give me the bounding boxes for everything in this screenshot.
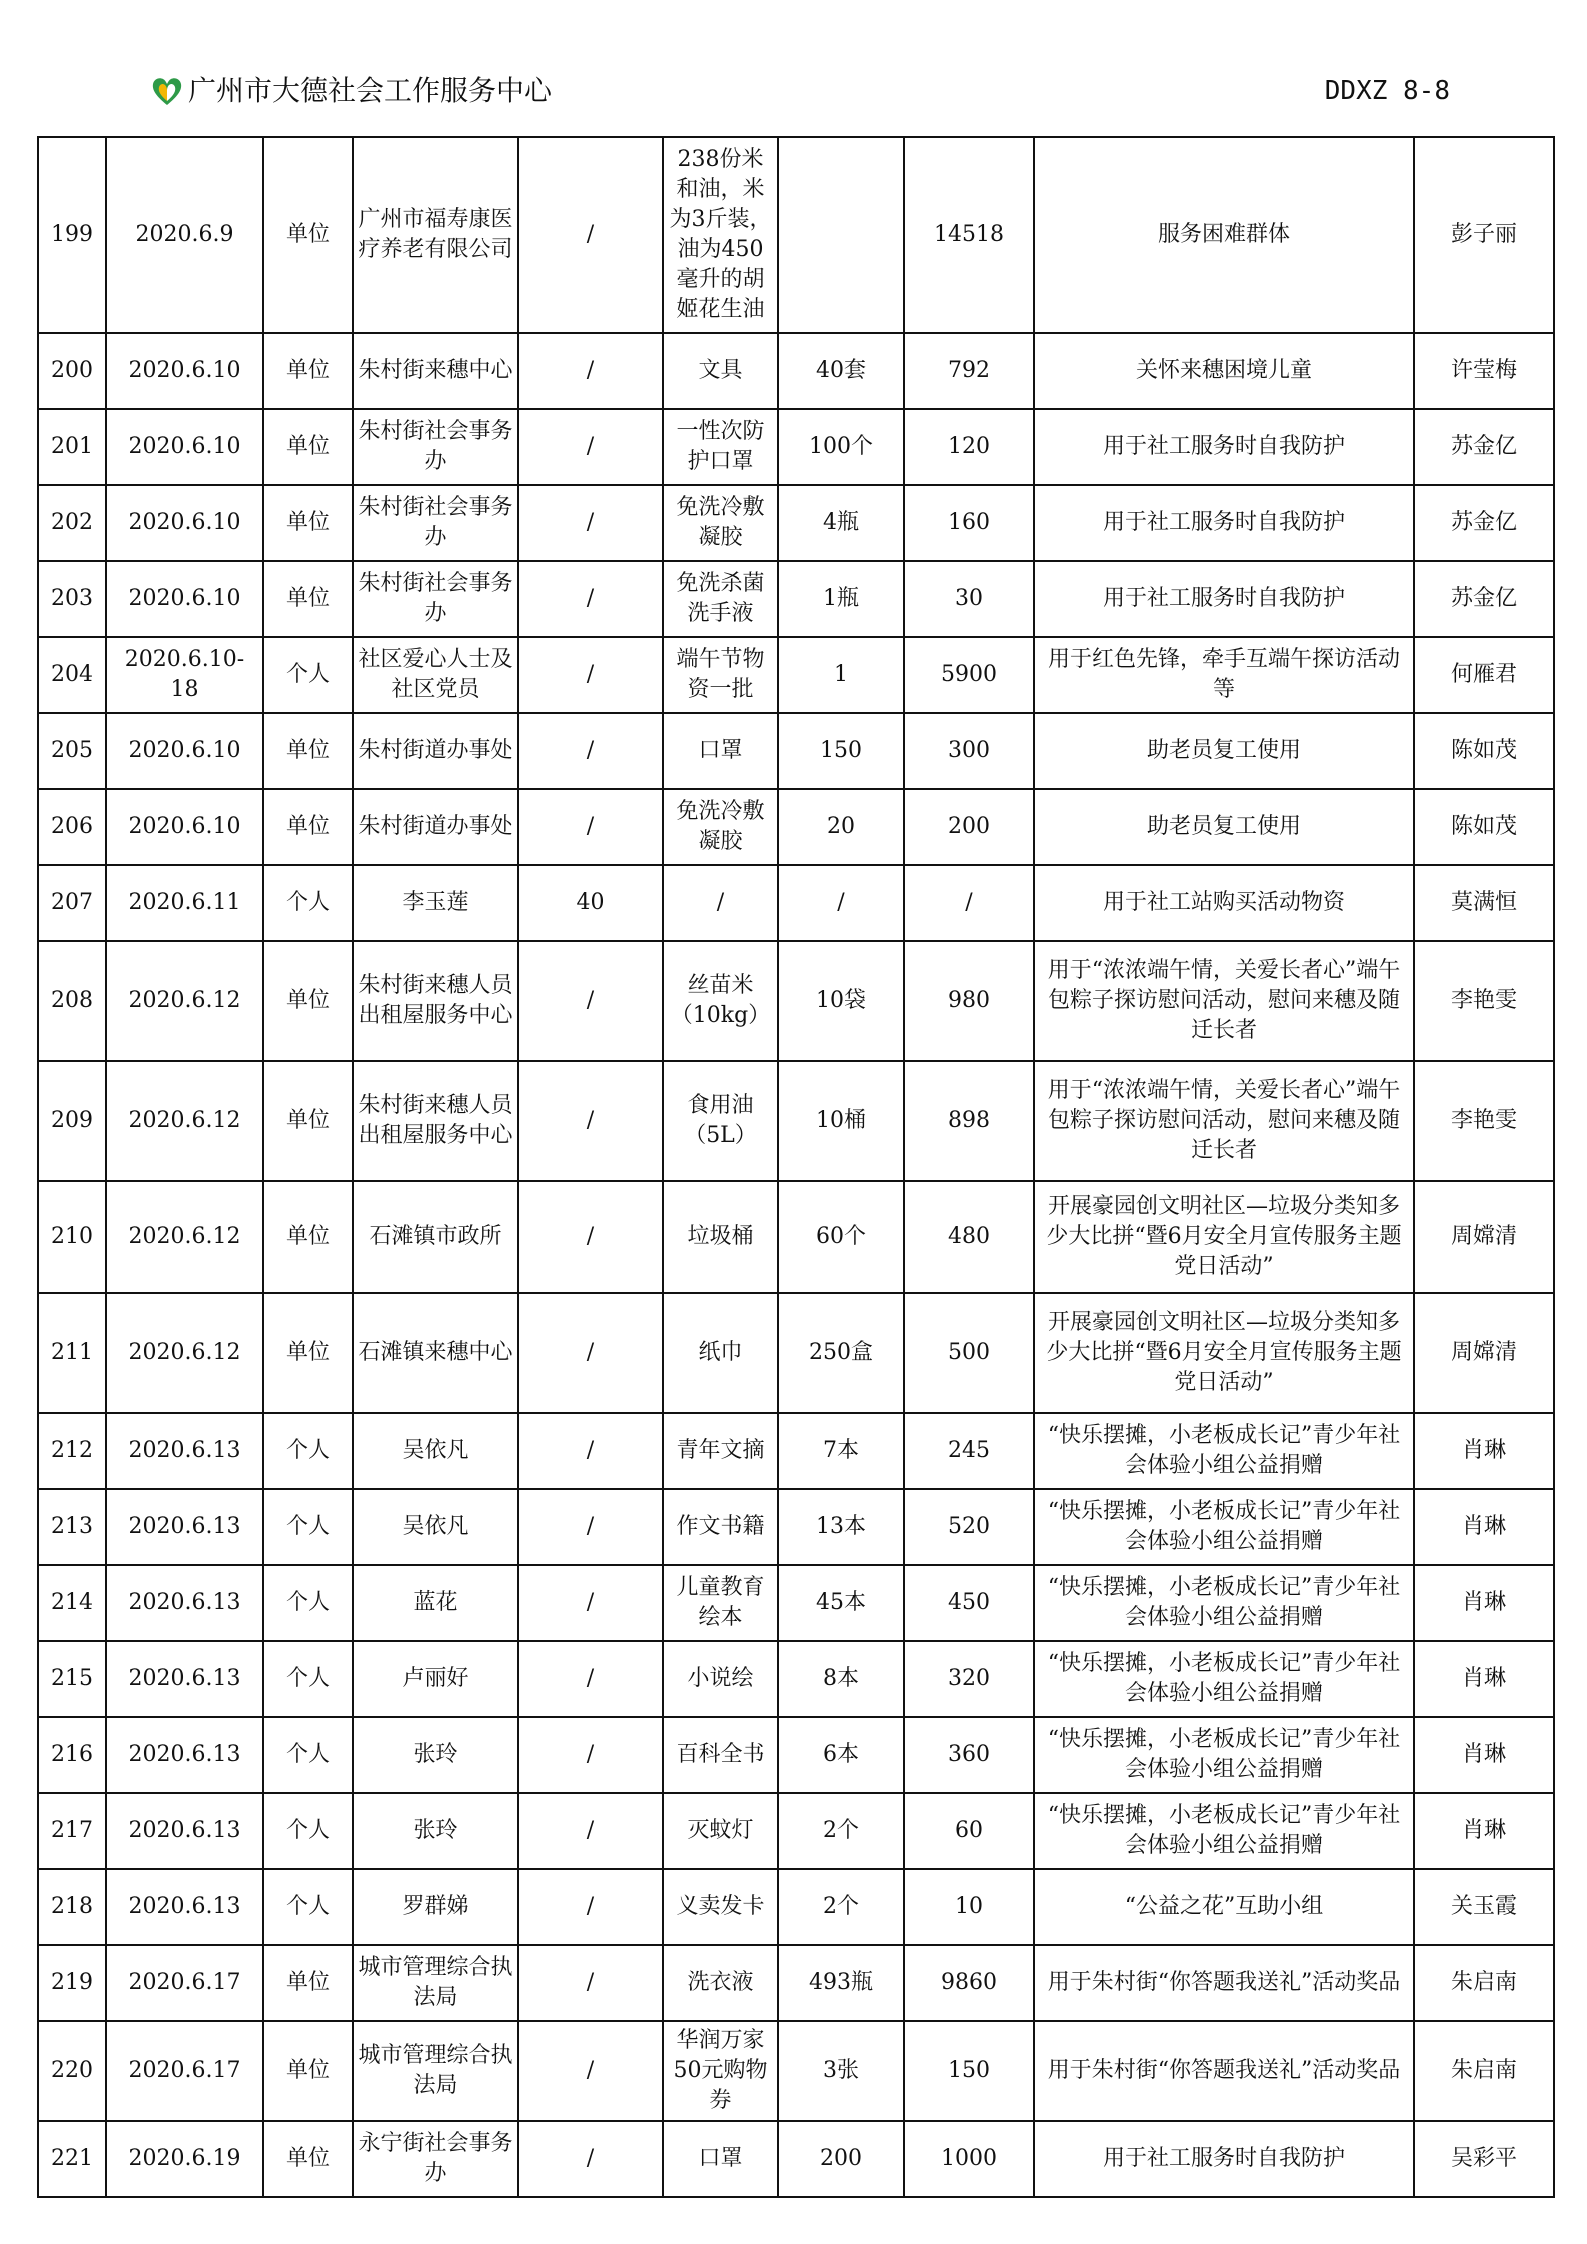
- donation-date: 2020.6.10: [106, 713, 263, 789]
- handler-name: 李艳雯: [1414, 1061, 1554, 1181]
- item-quantity: 40套: [778, 333, 904, 409]
- item-value: 1000: [904, 2121, 1034, 2197]
- donated-item: 丝苗米（10kg）: [663, 941, 778, 1061]
- item-value: 520: [904, 1489, 1034, 1565]
- donor-name: 张玲: [353, 1793, 518, 1869]
- cash-amount: /: [518, 1717, 663, 1793]
- donor-type: 个人: [263, 1489, 353, 1565]
- row-number: 215: [38, 1641, 106, 1717]
- cash-amount: /: [518, 333, 663, 409]
- table-row: [38, 1793, 1554, 1869]
- donated-item: 文具: [663, 333, 778, 409]
- row-number: 220: [38, 2021, 106, 2121]
- donation-purpose: 用于社工服务时自我防护: [1034, 485, 1414, 561]
- donor-name: 朱村街道办事处: [353, 789, 518, 865]
- donation-date: 2020.6.10: [106, 409, 263, 485]
- table-row: [38, 1413, 1554, 1489]
- donor-type: 个人: [263, 865, 353, 941]
- item-quantity: 2个: [778, 1869, 904, 1945]
- donor-name: 李玉莲: [353, 865, 518, 941]
- donor-name: 朱村街社会事务办: [353, 409, 518, 485]
- item-value: 500: [904, 1293, 1034, 1413]
- item-quantity: 250盒: [778, 1293, 904, 1413]
- handler-name: 彭子丽: [1414, 137, 1554, 333]
- item-value: 245: [904, 1413, 1034, 1489]
- cash-amount: /: [518, 485, 663, 561]
- row-number: 208: [38, 941, 106, 1061]
- cash-amount: /: [518, 941, 663, 1061]
- cash-amount: /: [518, 137, 663, 333]
- row-number: 211: [38, 1293, 106, 1413]
- donation-purpose: “公益之花”互助小组: [1034, 1869, 1414, 1945]
- item-quantity: 20: [778, 789, 904, 865]
- donated-item: 作文书籍: [663, 1489, 778, 1565]
- donor-type: 单位: [263, 137, 353, 333]
- cash-amount: /: [518, 1489, 663, 1565]
- donor-type: 个人: [263, 1641, 353, 1717]
- donated-item: 华润万家50元购物券: [663, 2021, 778, 2121]
- donation-purpose: 助老员复工使用: [1034, 789, 1414, 865]
- item-quantity: 60个: [778, 1181, 904, 1293]
- item-quantity: 493瓶: [778, 1945, 904, 2021]
- donation-date: 2020.6.13: [106, 1793, 263, 1869]
- cash-amount: /: [518, 1869, 663, 1945]
- item-value: 150: [904, 2021, 1034, 2121]
- handler-name: 陈如茂: [1414, 713, 1554, 789]
- table-row: [38, 1061, 1554, 1181]
- donation-date: 2020.6.13: [106, 1869, 263, 1945]
- donor-name: 城市管理综合执法局: [353, 1945, 518, 2021]
- donor-name: 罗群娣: [353, 1869, 518, 1945]
- donated-item: 纸巾: [663, 1293, 778, 1413]
- item-quantity: 2个: [778, 1793, 904, 1869]
- cash-amount: /: [518, 1061, 663, 1181]
- donated-item: 洗衣液: [663, 1945, 778, 2021]
- item-quantity: 200: [778, 2121, 904, 2197]
- item-quantity: 150: [778, 713, 904, 789]
- donor-type: 单位: [263, 2121, 353, 2197]
- donated-item: 青年文摘: [663, 1413, 778, 1489]
- table-row: [38, 1717, 1554, 1793]
- row-number: 201: [38, 409, 106, 485]
- donated-item: 口罩: [663, 2121, 778, 2197]
- donation-purpose: 用于朱村街“你答题我送礼”活动奖品: [1034, 1945, 1414, 2021]
- cash-amount: /: [518, 1945, 663, 2021]
- donation-date: 2020.6.12: [106, 1293, 263, 1413]
- donation-date: 2020.6.13: [106, 1413, 263, 1489]
- handler-name: 肖琳: [1414, 1565, 1554, 1641]
- donor-name: 吴依凡: [353, 1413, 518, 1489]
- item-value: 320: [904, 1641, 1034, 1717]
- donor-name: 朱村街社会事务办: [353, 561, 518, 637]
- cash-amount: /: [518, 789, 663, 865]
- cash-amount: /: [518, 1793, 663, 1869]
- cash-amount: /: [518, 2021, 663, 2121]
- handler-name: 周嫦清: [1414, 1293, 1554, 1413]
- donated-item: 垃圾桶: [663, 1181, 778, 1293]
- donor-type: 单位: [263, 1293, 353, 1413]
- donor-name: 石滩镇市政所: [353, 1181, 518, 1293]
- cash-amount: /: [518, 1413, 663, 1489]
- cash-amount: /: [518, 637, 663, 713]
- item-quantity: 7本: [778, 1413, 904, 1489]
- donor-type: 单位: [263, 1945, 353, 2021]
- donation-purpose: “快乐摆摊，小老板成长记”青少年社会体验小组公益捐赠: [1034, 1793, 1414, 1869]
- table-row: [38, 2021, 1554, 2121]
- row-number: 221: [38, 2121, 106, 2197]
- organization-name: 广州市大德社会工作服务中心: [188, 74, 553, 107]
- item-quantity: 45本: [778, 1565, 904, 1641]
- donor-name: 城市管理综合执法局: [353, 2021, 518, 2121]
- donation-purpose: 用于朱村街“你答题我送礼”活动奖品: [1034, 2021, 1414, 2121]
- row-number: 212: [38, 1413, 106, 1489]
- item-quantity: 13本: [778, 1489, 904, 1565]
- item-value: 300: [904, 713, 1034, 789]
- row-number: 204: [38, 637, 106, 713]
- row-number: 216: [38, 1717, 106, 1793]
- handler-name: 苏金亿: [1414, 561, 1554, 637]
- donor-name: 广州市福寿康医疗养老有限公司: [353, 137, 518, 333]
- donated-item: 食用油（5L）: [663, 1061, 778, 1181]
- donation-purpose: “快乐摆摊，小老板成长记”青少年社会体验小组公益捐赠: [1034, 1565, 1414, 1641]
- table-row: [38, 865, 1554, 941]
- donor-type: 单位: [263, 561, 353, 637]
- row-number: 205: [38, 713, 106, 789]
- handler-name: 肖琳: [1414, 1717, 1554, 1793]
- donation-purpose: 用于“浓浓端午情，关爱长者心”端午包粽子探访慰问活动，慰问来穗及随迁长者: [1034, 941, 1414, 1061]
- row-number: 200: [38, 333, 106, 409]
- donation-purpose: 用于红色先锋，牵手互端午探访活动等: [1034, 637, 1414, 713]
- table-row: [38, 137, 1554, 333]
- donation-date: 2020.6.13: [106, 1565, 263, 1641]
- item-value: 14518: [904, 137, 1034, 333]
- donated-item: 口罩: [663, 713, 778, 789]
- donor-type: 个人: [263, 1413, 353, 1489]
- donated-item: 238份米和油，米为3斤装，油为450毫升的胡姬花生油: [663, 137, 778, 333]
- donor-name: 朱村街来穗中心: [353, 333, 518, 409]
- donation-purpose: “快乐摆摊，小老板成长记”青少年社会体验小组公益捐赠: [1034, 1641, 1414, 1717]
- table-row: [38, 2121, 1554, 2197]
- handler-name: 吴彩平: [1414, 2121, 1554, 2197]
- donor-name: 石滩镇来穗中心: [353, 1293, 518, 1413]
- donation-date: 2020.6.9: [106, 137, 263, 333]
- donation-date: 2020.6.13: [106, 1641, 263, 1717]
- handler-name: 周嫦清: [1414, 1181, 1554, 1293]
- donation-purpose: 用于社工服务时自我防护: [1034, 2121, 1414, 2197]
- donor-type: 单位: [263, 1181, 353, 1293]
- item-quantity: /: [778, 865, 904, 941]
- donation-date: 2020.6.13: [106, 1489, 263, 1565]
- donor-type: 个人: [263, 1869, 353, 1945]
- table-row: [38, 941, 1554, 1061]
- item-value: 980: [904, 941, 1034, 1061]
- item-quantity: 6本: [778, 1717, 904, 1793]
- donor-name: 朱村街道办事处: [353, 713, 518, 789]
- handler-name: 苏金亿: [1414, 485, 1554, 561]
- donor-name: 张玲: [353, 1717, 518, 1793]
- item-value: 120: [904, 409, 1034, 485]
- donor-type: 个人: [263, 1717, 353, 1793]
- donor-type: 单位: [263, 713, 353, 789]
- table-row: [38, 1181, 1554, 1293]
- handler-name: 肖琳: [1414, 1413, 1554, 1489]
- donor-type: 个人: [263, 637, 353, 713]
- donation-purpose: 助老员复工使用: [1034, 713, 1414, 789]
- donation-date: 2020.6.12: [106, 1061, 263, 1181]
- item-value: 480: [904, 1181, 1034, 1293]
- handler-name: 许莹梅: [1414, 333, 1554, 409]
- handler-name: 陈如茂: [1414, 789, 1554, 865]
- donation-purpose: 服务困难群体: [1034, 137, 1414, 333]
- donor-name: 朱村街社会事务办: [353, 485, 518, 561]
- cash-amount: /: [518, 713, 663, 789]
- item-quantity: [778, 137, 904, 333]
- item-value: 30: [904, 561, 1034, 637]
- cash-amount: 40: [518, 865, 663, 941]
- item-value: 450: [904, 1565, 1034, 1641]
- donor-name: 朱村街来穗人员出租屋服务中心: [353, 941, 518, 1061]
- table-row: [38, 1869, 1554, 1945]
- donation-purpose: 开展豪园创文明社区—垃圾分类知多少大比拼“暨6月安全月宣传服务主题党日活动”: [1034, 1293, 1414, 1413]
- row-number: 213: [38, 1489, 106, 1565]
- item-quantity: 10袋: [778, 941, 904, 1061]
- row-number: 209: [38, 1061, 106, 1181]
- donated-item: 儿童教育绘本: [663, 1565, 778, 1641]
- table-row: [38, 713, 1554, 789]
- handler-name: 肖琳: [1414, 1793, 1554, 1869]
- table-row: [38, 637, 1554, 713]
- table-row: [38, 1293, 1554, 1413]
- row-number: 214: [38, 1565, 106, 1641]
- donated-item: /: [663, 865, 778, 941]
- item-value: 10: [904, 1869, 1034, 1945]
- donated-item: 一性次防护口罩: [663, 409, 778, 485]
- donated-item: 免洗冷敷凝胶: [663, 789, 778, 865]
- item-quantity: 100个: [778, 409, 904, 485]
- donation-date: 2020.6.11: [106, 865, 263, 941]
- donation-date: 2020.6.10-18: [106, 637, 263, 713]
- donation-purpose: 关怀来穗困境儿童: [1034, 333, 1414, 409]
- donated-item: 小说绘: [663, 1641, 778, 1717]
- donated-item: 灭蚊灯: [663, 1793, 778, 1869]
- donation-purpose: “快乐摆摊，小老板成长记”青少年社会体验小组公益捐赠: [1034, 1413, 1414, 1489]
- item-quantity: 1: [778, 637, 904, 713]
- donation-purpose: “快乐摆摊，小老板成长记”青少年社会体验小组公益捐赠: [1034, 1717, 1414, 1793]
- donation-date: 2020.6.10: [106, 789, 263, 865]
- donation-ledger-table: [37, 136, 1555, 2198]
- handler-name: 关玉霞: [1414, 1869, 1554, 1945]
- row-number: 219: [38, 1945, 106, 2021]
- item-quantity: 8本: [778, 1641, 904, 1717]
- donor-type: 单位: [263, 2021, 353, 2121]
- donated-item: 免洗杀菌洗手液: [663, 561, 778, 637]
- donation-date: 2020.6.13: [106, 1717, 263, 1793]
- item-value: /: [904, 865, 1034, 941]
- donation-date: 2020.6.10: [106, 485, 263, 561]
- table-row: [38, 561, 1554, 637]
- item-value: 160: [904, 485, 1034, 561]
- donation-purpose: “快乐摆摊，小老板成长记”青少年社会体验小组公益捐赠: [1034, 1489, 1414, 1565]
- table-row: [38, 789, 1554, 865]
- donor-name: 吴依凡: [353, 1489, 518, 1565]
- donor-type: 单位: [263, 941, 353, 1061]
- cash-amount: /: [518, 1181, 663, 1293]
- item-value: 60: [904, 1793, 1034, 1869]
- item-quantity: 10桶: [778, 1061, 904, 1181]
- table-row: [38, 333, 1554, 409]
- cash-amount: /: [518, 1565, 663, 1641]
- donated-item: 义卖发卡: [663, 1869, 778, 1945]
- handler-name: 何雁君: [1414, 637, 1554, 713]
- item-quantity: 1瓶: [778, 561, 904, 637]
- row-number: 217: [38, 1793, 106, 1869]
- donor-name: 卢丽好: [353, 1641, 518, 1717]
- handler-name: 莫满恒: [1414, 865, 1554, 941]
- row-number: 218: [38, 1869, 106, 1945]
- donor-name: 朱村街来穗人员出租屋服务中心: [353, 1061, 518, 1181]
- table-row: [38, 1565, 1554, 1641]
- row-number: 210: [38, 1181, 106, 1293]
- cash-amount: /: [518, 1641, 663, 1717]
- donated-item: 端午节物资一批: [663, 637, 778, 713]
- heart-leaf-logo-icon: [150, 74, 184, 108]
- item-value: 360: [904, 1717, 1034, 1793]
- donation-date: 2020.6.10: [106, 561, 263, 637]
- cash-amount: /: [518, 561, 663, 637]
- handler-name: 肖琳: [1414, 1489, 1554, 1565]
- donor-type: 单位: [263, 1061, 353, 1181]
- donation-purpose: 用于社工站购买活动物资: [1034, 865, 1414, 941]
- donor-name: 社区爱心人士及社区党员: [353, 637, 518, 713]
- donor-type: 单位: [263, 333, 353, 409]
- donated-item: 百科全书: [663, 1717, 778, 1793]
- cash-amount: /: [518, 1293, 663, 1413]
- page-header: [150, 70, 1450, 110]
- donor-name: 蓝花: [353, 1565, 518, 1641]
- donor-type: 单位: [263, 789, 353, 865]
- row-number: 199: [38, 137, 106, 333]
- donor-type: 单位: [263, 409, 353, 485]
- item-quantity: 4瓶: [778, 485, 904, 561]
- table-row: [38, 1489, 1554, 1565]
- handler-name: 朱启南: [1414, 1945, 1554, 2021]
- row-number: 206: [38, 789, 106, 865]
- handler-name: 苏金亿: [1414, 409, 1554, 485]
- item-value: 792: [904, 333, 1034, 409]
- donation-date: 2020.6.12: [106, 941, 263, 1061]
- donor-name: 永宁街社会事务办: [353, 2121, 518, 2197]
- donation-date: 2020.6.10: [106, 333, 263, 409]
- item-value: 898: [904, 1061, 1034, 1181]
- donation-purpose: 用于社工服务时自我防护: [1034, 409, 1414, 485]
- donation-date: 2020.6.12: [106, 1181, 263, 1293]
- donated-item: 免洗冷敷凝胶: [663, 485, 778, 561]
- donor-type: 个人: [263, 1565, 353, 1641]
- cash-amount: /: [518, 2121, 663, 2197]
- cash-amount: /: [518, 409, 663, 485]
- donation-date: 2020.6.17: [106, 1945, 263, 2021]
- donor-type: 单位: [263, 485, 353, 561]
- donation-purpose: 用于“浓浓端午情，关爱长者心”端午包粽子探访慰问活动，慰问来穗及随迁长者: [1034, 1061, 1414, 1181]
- handler-name: 朱启南: [1414, 2021, 1554, 2121]
- row-number: 202: [38, 485, 106, 561]
- donation-purpose: 开展豪园创文明社区—垃圾分类知多少大比拼“暨6月安全月宣传服务主题党日活动”: [1034, 1181, 1414, 1293]
- item-value: 5900: [904, 637, 1034, 713]
- row-number: 207: [38, 865, 106, 941]
- table-row: [38, 1641, 1554, 1717]
- document-code: DDXZ 8-8: [1324, 76, 1450, 106]
- item-quantity: 3张: [778, 2021, 904, 2121]
- item-value: 9860: [904, 1945, 1034, 2021]
- handler-name: 肖琳: [1414, 1641, 1554, 1717]
- donation-date: 2020.6.17: [106, 2021, 263, 2121]
- donation-date: 2020.6.19: [106, 2121, 263, 2197]
- table-row: [38, 485, 1554, 561]
- handler-name: 李艳雯: [1414, 941, 1554, 1061]
- table-row: [38, 1945, 1554, 2021]
- row-number: 203: [38, 561, 106, 637]
- item-value: 200: [904, 789, 1034, 865]
- donation-purpose: 用于社工服务时自我防护: [1034, 561, 1414, 637]
- donor-type: 个人: [263, 1793, 353, 1869]
- table-row: [38, 409, 1554, 485]
